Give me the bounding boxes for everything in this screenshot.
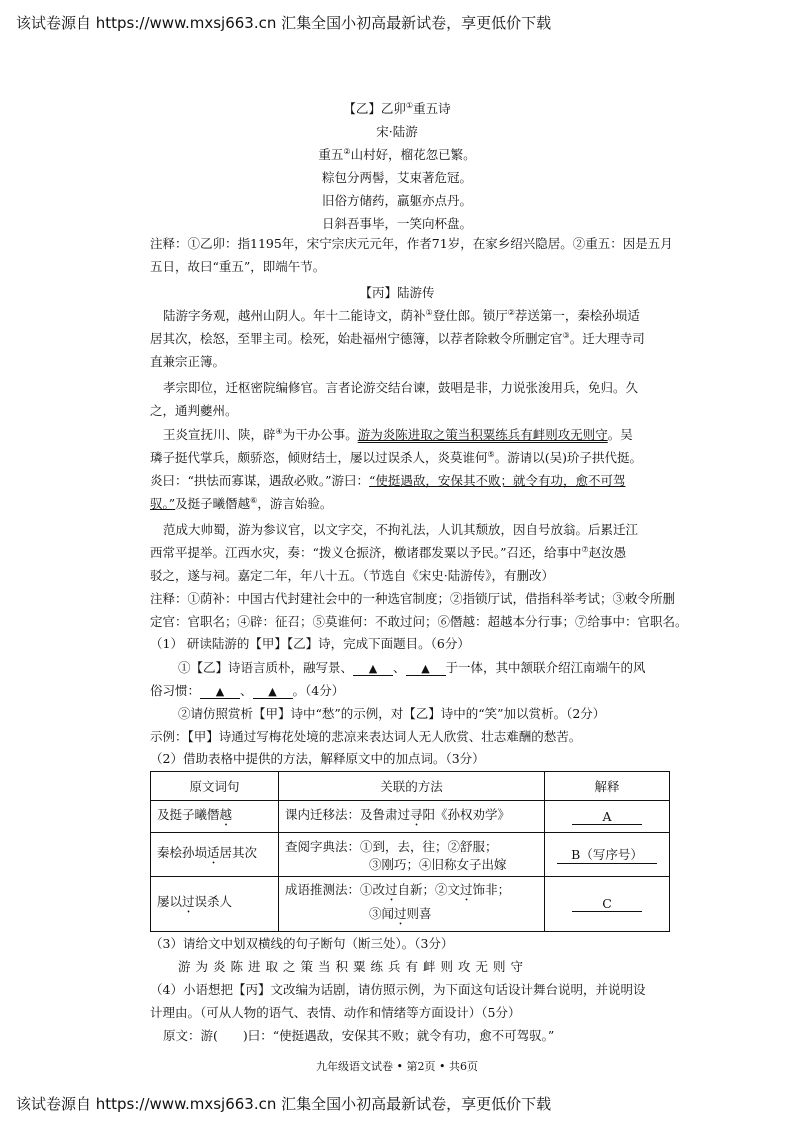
- poem-line-4: 日斜吾事毕，一笑向杯盘。: [321, 216, 472, 231]
- triangle-icon: ▲: [215, 685, 225, 698]
- bing-note-2: 定官：官职名；④辟：征召；⑤莫谁何：不敢过问；⑥僭越：超越本分行事；⑦给事中：官职名。: [150, 614, 688, 629]
- source-banner-top: 该试卷源自 https://www.mxsj663.cn 汇集全国小初高最新试卷，享更低价下载: [16, 14, 552, 32]
- poem-line-3: 旧俗方储药，羸躯亦点丹。: [321, 193, 472, 208]
- bing-p1-line3: 直兼宗正簿。: [150, 354, 226, 369]
- q2-r3-method: 成语推测法：①改过自新；②文过饰非； ③闻过则喜: [279, 877, 545, 932]
- q3-sentence[interactable]: 游为炎陈进取之策当积粟练兵有衅则攻无则守: [178, 959, 529, 974]
- poem-line-2: 粽包分两髻，艾束著危冠。: [321, 170, 472, 185]
- q1-example: 示例：【甲】诗通过写梅花处境的悲凉来表达词人无人欣赏、壮志难酬的愁苦。: [150, 729, 582, 744]
- poem-line-1: 重五②山村好，榴花忽已繁。: [318, 146, 476, 162]
- q2-r3-answer[interactable]: C: [545, 877, 670, 932]
- bing-p2-line1: 孝宗即位，迁枢密院编修官。言者论游交结台谏，鼓唱是非，力说张浚用兵，免归。久: [163, 380, 639, 395]
- source-banner-bottom: 该试卷源自 https://www.mxsj663.cn 汇集全国小初高最新试卷，享更低价下载: [16, 1095, 552, 1113]
- double-underlined-sentence: 游为炎陈进取之策当积粟练兵有衅则攻无则守: [357, 427, 608, 442]
- q1-blank-2[interactable]: [406, 660, 446, 676]
- bing-p4-line2: 西常平提举。江西水灾，奏：“拨义仓振济，檄诸郡发粟以予民。”召还，给事中⑦赵汝愚: [150, 544, 627, 560]
- bing-p1-line1: 陆游字务观，越州山阴人。年十二能诗文，荫补①登仕郎。锁厅②荐送第一，秦桧孙埙适: [163, 307, 640, 323]
- poem-title: 【乙】乙卯①重五诗: [343, 100, 451, 116]
- q1-stem: （1） 研读陆游的【甲】【乙】诗，完成下面题目。（6分）: [150, 636, 470, 651]
- triangle-icon: ▲: [268, 685, 277, 698]
- q4-stem-1: （4）小语想把【丙】文改编为话剧，请仿照示例，为下面这句话设计舞台说明，并说明设: [150, 982, 646, 997]
- q2-r1-answer[interactable]: A: [545, 801, 670, 833]
- triangle-icon: ▲: [368, 662, 378, 675]
- q2-header-method: 关联的方法: [279, 772, 545, 801]
- q1-blank-1[interactable]: [353, 660, 393, 676]
- bing-title: 【丙】陆游传: [359, 285, 435, 300]
- underlined-quote: “使挺遇敌，安保其不败；就令有功，愈不可驾: [369, 473, 626, 488]
- q1-sub2: ②请仿照赏析【甲】诗中“愁”的示例，对【乙】诗中的“笑”加以赏析。（2分）: [178, 706, 606, 721]
- q1-sub1-cont: 俗习惯： ▲ 、 ▲ 。（4分）: [150, 683, 345, 698]
- q2-r2-answer[interactable]: B（写序号）: [545, 833, 670, 877]
- q2-r1-method: 课内迁移法：及鲁肃过寻阳《孙权劝学》: [279, 801, 545, 833]
- q2-r1-text: 及挺子曦僭越: [151, 801, 279, 833]
- q1-sub1: ①【乙】诗语言质朴，融写景、 ▲ 、 ▲ 于一体，其中颔联介绍江南端午的风: [178, 660, 646, 675]
- bing-note-1: 注释：①荫补：中国古代封建社会中的一种选官制度；②指锁厅试，借指科举考试；③敕令所删: [150, 591, 676, 606]
- poem-note-1: 注释：①乙卯：指1195年，宋宁宗庆元元年，作者71岁，在家乡绍兴隐居。②重五：因是五月: [150, 236, 673, 251]
- q2-stem: （2）借助表格中提供的方法，解释原文中的加点词。（3分）: [150, 751, 485, 766]
- bing-p3-line4: 驭。”及挺子曦僭越⑥，游言始验。: [150, 495, 333, 511]
- q3-stem: （3）请给文中划双横线的句子断句（断三处）。（3分）: [150, 936, 454, 951]
- page-footer: 九年级语文试卷 • 第2页 • 共6页: [316, 1060, 478, 1073]
- q2-header-answer: 解释: [545, 772, 670, 801]
- q4-original: 原文：游( )曰：“使挺遇敌，安保其不败；就令有功，愈不可驾驭。”: [163, 1028, 555, 1043]
- bing-p2-line2: 之，通判夔州。: [150, 403, 238, 418]
- bing-p1-line2: 居其次，桧怒，至罪主司。桧死，始赴福州宁德簿，以荐者除敕令所删定官③。迁大理寺司: [150, 330, 645, 346]
- q2-table: [150, 771, 670, 932]
- q1-blank-4[interactable]: [253, 683, 293, 699]
- q2-r2-method: 查阅字典法：①到，去，往；②舒服； ③刚巧；④旧称女子出嫁: [279, 833, 545, 877]
- triangle-icon: ▲: [421, 662, 430, 675]
- q2-r3-text: 屡以过误杀人: [151, 877, 279, 932]
- poem-note-2: 五日，故曰“重五”，即端午节。: [150, 259, 326, 274]
- bing-p3-line2: 璘子挺代掌兵，颇骄恣，倾财结士，屡以过误杀人，炎莫谁何⑤。游请以(吴)玠子拱代挺。: [150, 449, 642, 465]
- q4-stem-2: 计理由。（可从人物的语气、表情、动作和情绪等方面设计）（5分）: [150, 1005, 521, 1020]
- q2-r2-text: 秦桧孙埙适居其次: [151, 833, 279, 877]
- poem-author: 宋·陆游: [376, 124, 418, 139]
- q2-header-text: 原文词句: [151, 772, 279, 801]
- bing-p3-line3: 炎曰：“拱怯而寡谋，遇敌必败。”游曰：“使挺遇敌，安保其不败；就令有功，愈不可驾: [150, 473, 626, 488]
- q1-blank-3[interactable]: [200, 683, 240, 699]
- bing-p3-line1: 王炎宣抚川、陕，辟④为干办公事。游为炎陈进取之策当积粟练兵有衅则攻无则守。吴: [163, 426, 633, 442]
- bing-p4-line3: 驳之，遂与祠。嘉定二年，年八十五。（节选自《宋史·陆游传》，有删改）: [150, 568, 554, 583]
- bing-p4-line1: 范成大帅蜀，游为参议官，以文字交，不拘礼法，人讥其颓放，因自号放翁。后累迁江: [163, 522, 639, 537]
